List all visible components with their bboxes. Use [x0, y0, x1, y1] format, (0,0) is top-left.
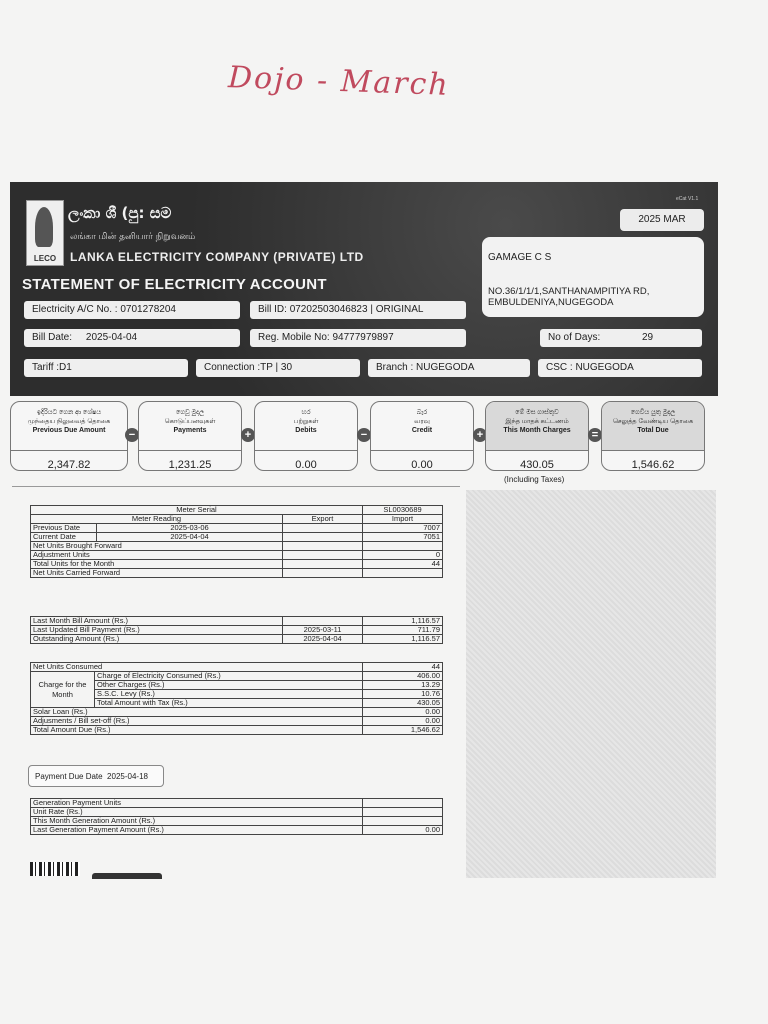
- csc-field: CSC : NUGEGODA: [538, 359, 702, 377]
- row-label: Net Units Brought Forward: [31, 542, 283, 551]
- connection-field: Connection :TP | 30: [196, 359, 360, 377]
- leco-logo: [26, 200, 64, 266]
- account-label: Electricity A/C No. :: [32, 304, 118, 315]
- adjustments-value: 0.00: [363, 717, 443, 726]
- table-row: [31, 817, 443, 826]
- days-field: [540, 329, 702, 347]
- table-row: [31, 626, 443, 635]
- summary-label: [486, 402, 588, 450]
- days-label: No of Days:: [548, 332, 601, 343]
- bill-date: 2025-04-04: [85, 332, 138, 343]
- table-row: [31, 708, 443, 717]
- minus-operator: −: [357, 428, 371, 442]
- summary-month-charges: [485, 401, 589, 471]
- handwritten-note: Dojo - March: [227, 60, 451, 103]
- generation-table: [30, 798, 443, 835]
- row-export: [283, 569, 363, 578]
- tariff-field: Tariff :D1: [24, 359, 188, 377]
- lamp-icon: [35, 207, 53, 247]
- mobile-field: [250, 329, 466, 347]
- summary-label-en: Credit: [411, 427, 433, 434]
- billing-period: 2025 MAR: [620, 209, 704, 231]
- payment-due-date: 2025-04-18: [107, 772, 148, 781]
- table-row: [31, 551, 443, 560]
- bill-date-field: [24, 329, 240, 347]
- row-value: 0.00: [363, 826, 443, 835]
- table-row: [31, 560, 443, 569]
- solar-loan-value: 0.00: [363, 708, 443, 717]
- summary-label: [139, 402, 241, 450]
- row-value: 406.00: [363, 672, 443, 681]
- mobile-label: Reg. Mobile No:: [258, 332, 330, 343]
- summary-label-ta: பற்றுகள்: [293, 418, 319, 425]
- row-label: Generation Payment Units: [31, 799, 363, 808]
- row-label: Last Generation Payment Amount (Rs.): [31, 826, 363, 835]
- row-label: This Month Generation Amount (Rs.): [31, 817, 363, 826]
- row-export: [283, 551, 363, 560]
- table-row: [31, 717, 443, 726]
- summary-label-si: ගෙවූ මුදල: [175, 409, 205, 416]
- including-taxes-note: (Including Taxes): [504, 475, 565, 484]
- row-label: Last Month Bill Amount (Rs.): [31, 617, 283, 626]
- net-units-label: Net Units Consumed: [31, 663, 363, 672]
- row-export: [283, 524, 363, 533]
- days-value: 29: [642, 332, 654, 343]
- row-date: 2025-03-06: [97, 524, 283, 533]
- row-value: 430.05: [363, 699, 443, 708]
- branch-field: Branch : NUGEGODA: [368, 359, 530, 377]
- table-row: [31, 533, 443, 542]
- summary-value: 0.00: [371, 450, 473, 479]
- summary-label-ta: இந்த மாதக் கட்டணம்: [505, 418, 569, 425]
- row-label: Last Updated Bill Payment (Rs.): [31, 626, 283, 635]
- bill-id-label: Bill ID:: [258, 304, 287, 315]
- bill-id: 07202503046823 | ORIGINAL: [289, 304, 424, 315]
- row-value: [363, 817, 443, 826]
- logo-text: LECO: [33, 254, 57, 263]
- import-label: Import: [363, 515, 443, 524]
- statement-title: STATEMENT OF ELECTRICITY ACCOUNT: [22, 276, 327, 293]
- table-row: [31, 808, 443, 817]
- plus-operator: +: [241, 428, 255, 442]
- summary-label-ta: செலுத்த வேண்டிய தொகை: [612, 418, 694, 425]
- row-label: Charge of Electricity Consumed (Rs.): [95, 672, 363, 681]
- summary-label-si: මේ මස ගාස්තුව: [515, 409, 559, 416]
- bill-date-label: Bill Date:: [32, 332, 73, 343]
- summary-label: [11, 402, 127, 450]
- row-import: 0: [363, 551, 443, 560]
- net-units-value: 44: [363, 663, 443, 672]
- row-date: [283, 617, 363, 626]
- mobile-number: 94777979897: [332, 332, 394, 343]
- summary-label: [255, 402, 357, 450]
- qr-code-icon: [30, 862, 80, 876]
- summary-credit: [370, 401, 474, 471]
- summary-label-en: Previous Due Amount: [32, 427, 106, 434]
- row-label: Total Amount with Tax (Rs.): [95, 699, 363, 708]
- meter-serial: SL0030689: [363, 506, 443, 515]
- company-name-tamil: லங்கா மின் தனியார் நிறுவனம்: [70, 232, 196, 242]
- summary-label-ta: கொடுப்பனவுகள்: [164, 418, 216, 425]
- row-date: 2025-04-04: [283, 635, 363, 644]
- total-due-value: 1,546.62: [363, 726, 443, 735]
- table-row: [31, 569, 443, 578]
- table-row: [31, 617, 443, 626]
- row-label: Outstanding Amount (Rs.): [31, 635, 283, 644]
- row-value: 711.79: [363, 626, 443, 635]
- customer-name: GAMAGE C S: [488, 252, 552, 263]
- shaded-panel: [466, 490, 716, 878]
- payments-table: [30, 616, 443, 644]
- table-row: [31, 672, 443, 681]
- summary-label-en: Debits: [295, 427, 317, 434]
- payment-due-box: [28, 765, 164, 787]
- summary-label-si: බැර: [416, 409, 428, 416]
- table-row: [31, 506, 443, 515]
- row-export: [283, 542, 363, 551]
- plus-operator: +: [473, 428, 487, 442]
- summary-label-en: Total Due: [637, 427, 669, 434]
- row-label: Total Units for the Month: [31, 560, 283, 569]
- summary-debits: [254, 401, 358, 471]
- meter-reading-label: Meter Reading: [31, 515, 283, 524]
- row-value: [363, 799, 443, 808]
- row-export: [283, 533, 363, 542]
- account-number-field: [24, 301, 240, 319]
- summary-total-due: [601, 401, 705, 471]
- summary-value: 1,546.62: [602, 450, 704, 479]
- address-line-2: EMBULDENIYA,NUGEGODA: [488, 297, 614, 308]
- footer-bar: [92, 873, 162, 879]
- table-row: [31, 726, 443, 735]
- month-charge-label: Charge for the Month: [31, 672, 95, 708]
- summary-label-en: Payments: [173, 427, 207, 434]
- meter-serial-label: Meter Serial: [31, 506, 363, 515]
- row-import: 7007: [363, 524, 443, 533]
- summary-label-si: හර: [301, 409, 311, 416]
- row-label: Unit Rate (Rs.): [31, 808, 363, 817]
- table-row: [31, 635, 443, 644]
- row-value: 1,116.57: [363, 617, 443, 626]
- row-label: Current Date: [31, 533, 97, 542]
- summary-label-en: This Month Charges: [503, 427, 571, 434]
- row-date: 2025-04-04: [97, 533, 283, 542]
- row-label: Adjustment Units: [31, 551, 283, 560]
- row-label: Net Units Carried Forward: [31, 569, 283, 578]
- row-label: S.S.C. Levy (Rs.): [95, 690, 363, 699]
- table-row: [31, 515, 443, 524]
- row-value: 13.29: [363, 681, 443, 690]
- row-value: 10.76: [363, 690, 443, 699]
- solar-loan-label: Solar Loan (Rs.): [31, 708, 363, 717]
- version-label: eCat V1.1: [676, 196, 699, 202]
- table-row: [31, 542, 443, 551]
- summary-previous-due: [10, 401, 128, 471]
- table-row: [31, 826, 443, 835]
- export-label: Export: [283, 515, 363, 524]
- company-name-sinhala: ලංකා ශී (පු: සම: [68, 204, 172, 222]
- equals-operator: =: [588, 428, 602, 442]
- summary-label-ta: முந்தைய நிலுவைத் தொகை: [27, 418, 111, 425]
- payment-due-label: Payment Due Date: [35, 772, 103, 781]
- row-import: [363, 542, 443, 551]
- summary-label-si: ගෙවිය යුතු මුදල: [630, 409, 676, 416]
- row-import: 7051: [363, 533, 443, 542]
- row-import: [363, 569, 443, 578]
- summary-value: 2,347.82: [11, 450, 127, 479]
- summary-label: [602, 402, 704, 450]
- summary-value: 0.00: [255, 450, 357, 479]
- adjustments-label: Adjusments / Bill set-off (Rs.): [31, 717, 363, 726]
- summary-value: 1,231.25: [139, 450, 241, 479]
- divider: [12, 486, 460, 487]
- summary-value: 430.05: [486, 450, 588, 479]
- customer-address: [488, 286, 649, 308]
- address-line-1: NO.36/1/1/1,SANTHANAMPITIYA RD,: [488, 286, 650, 297]
- row-date: 2025-03-11: [283, 626, 363, 635]
- row-label: Previous Date: [31, 524, 97, 533]
- meter-table: [30, 505, 443, 578]
- company-name-english: LANKA ELECTRICITY COMPANY (PRIVATE) LTD: [70, 250, 364, 264]
- row-export: [283, 560, 363, 569]
- summary-label-ta: வரவு: [414, 418, 430, 425]
- row-label: Other Charges (Rs.): [95, 681, 363, 690]
- row-value: 1,116.57: [363, 635, 443, 644]
- summary-label-si: ඉදිරියට ගෙන ආ ශේෂය: [36, 409, 102, 416]
- row-import: 44: [363, 560, 443, 569]
- charges-table: [30, 662, 443, 735]
- table-row: [31, 799, 443, 808]
- summary-payments: [138, 401, 242, 471]
- row-value: [363, 808, 443, 817]
- total-due-label: Total Amount Due (Rs.): [31, 726, 363, 735]
- minus-operator: −: [125, 428, 139, 442]
- bill-id-field: [250, 301, 466, 319]
- table-row: [31, 663, 443, 672]
- table-row: [31, 524, 443, 533]
- summary-label: [371, 402, 473, 450]
- account-number: 0701278204: [120, 304, 176, 315]
